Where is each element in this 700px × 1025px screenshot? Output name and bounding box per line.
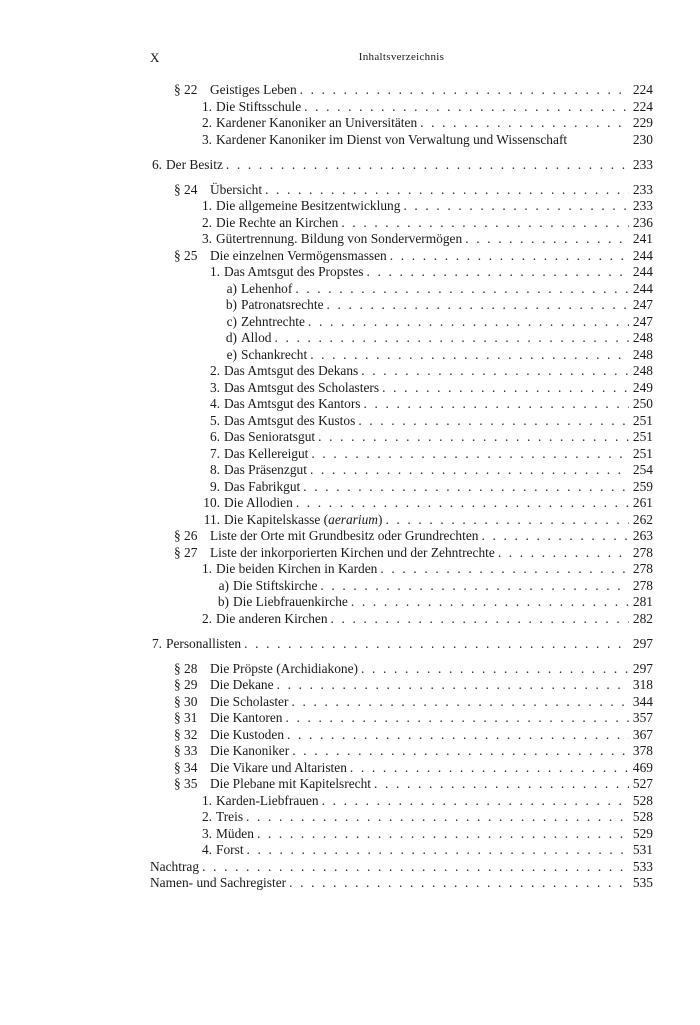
toc-entry-number: § 26 — [174, 528, 198, 543]
toc-entry — [150, 677, 653, 694]
toc-entry-title: Namen- und Sachregister — [150, 875, 287, 890]
toc-entry — [150, 115, 653, 132]
toc-entry-page: 251 — [632, 412, 653, 428]
toc-entry-page: 248 — [632, 346, 653, 362]
toc-entry — [150, 264, 653, 281]
toc-entry-page: 378 — [632, 743, 653, 758]
toc-entry-title: Personallisten — [166, 635, 242, 651]
dot-leader — [364, 264, 630, 281]
toc-entry-number: 1. — [201, 198, 212, 213]
toc-entry — [150, 380, 653, 397]
toc-entry — [150, 182, 653, 199]
toc-entry-title: Die Kanoniker — [210, 743, 290, 758]
toc-entry — [150, 859, 653, 876]
toc-entry-page: 528 — [632, 809, 653, 824]
toc-entry-title: Kardener Kanoniker im Dienst von Verwaltung und Wissenschaft — [216, 131, 568, 147]
toc-entry-number: § 33 — [174, 743, 198, 758]
toc-entry-number: 1. — [201, 561, 212, 576]
toc-entry-page: 224 — [632, 82, 653, 97]
toc-entry-page: 261 — [632, 495, 653, 510]
dot-leader — [400, 198, 629, 215]
toc-entry-page: 344 — [632, 693, 653, 709]
toc-entry-number: a) — [218, 577, 229, 593]
toc-entry-title: Die Dekane — [210, 677, 274, 692]
toc-entry — [150, 281, 653, 298]
dot-leader — [361, 396, 629, 413]
toc-entry-title: Kardener Kanoniker an Universitäten — [216, 115, 418, 130]
toc-entry-title: Die Kustoden — [210, 726, 285, 742]
dot-leader — [286, 875, 629, 892]
toc-entry-page: 233 — [632, 181, 653, 197]
toc-entry — [150, 760, 653, 777]
toc-entry — [150, 215, 653, 232]
dot-leader — [328, 611, 629, 628]
toc-entry — [150, 248, 653, 265]
toc-entry — [150, 314, 653, 331]
toc-entry-number: § 22 — [174, 82, 198, 97]
toc-entry-title: Das Fabrikgut — [224, 478, 301, 494]
dot-leader — [300, 479, 629, 496]
toc-entry-page: 251 — [632, 445, 653, 461]
toc-entry-number: 1. — [209, 264, 220, 279]
toc-entry — [150, 776, 653, 793]
toc-entry-title: Der Besitz — [166, 156, 223, 172]
dot-leader — [315, 429, 629, 446]
toc-entry-page: 229 — [632, 115, 653, 130]
dot-leader — [324, 297, 629, 314]
toc-entry-number: 2. — [201, 115, 212, 130]
dot-leader — [241, 636, 629, 653]
dot-leader — [358, 661, 629, 678]
toc-entry-number: 2. — [201, 610, 212, 626]
toc-entry-number: 2. — [209, 363, 220, 378]
toc-entry-page: 244 — [632, 247, 653, 263]
toc-entry-title: Das Amtsgut des Scholasters — [224, 379, 380, 395]
toc-entry-title: Die Rechte an Kirchen — [216, 214, 339, 230]
toc-entry-page: 529 — [632, 825, 653, 841]
toc-entry-title: Die Scholaster — [210, 693, 289, 709]
dot-leader — [308, 446, 629, 463]
toc-entry — [150, 330, 653, 347]
toc-entry — [150, 826, 653, 843]
toc-entry-title: Lehenhof — [241, 280, 293, 296]
toc-entry-page: 233 — [632, 156, 653, 172]
toc-entry-page: 297 — [632, 635, 653, 651]
toc-entry-page: 533 — [632, 858, 653, 874]
toc-entry — [150, 727, 653, 744]
toc-entry-title: Die beiden Kirchen in Karden — [216, 561, 378, 576]
toc-entry-page: 247 — [632, 297, 653, 312]
toc-entry-number: 6. — [151, 156, 162, 172]
toc-entry — [150, 561, 653, 578]
toc-entry-number: 3. — [201, 231, 212, 246]
toc-entry-number: § 35 — [174, 776, 198, 791]
toc-entry-number: 2. — [201, 809, 212, 824]
toc-entry-title: Müden — [216, 825, 254, 841]
toc-entry — [150, 198, 653, 215]
toc-entry-title: Die Stiftsschule — [216, 98, 302, 114]
toc-entry — [150, 594, 653, 611]
dot-leader — [347, 760, 629, 777]
toc-entry-number: d) — [225, 330, 237, 345]
toc-entry-number: § 27 — [174, 544, 198, 560]
toc-entry-page: 248 — [632, 330, 653, 345]
toc-entry-number: 6. — [209, 429, 220, 444]
toc-entry-number: 1. — [201, 98, 212, 114]
table-of-contents — [150, 82, 653, 892]
dot-leader — [305, 314, 629, 331]
dot-leader — [462, 231, 629, 248]
toc-entry-title: Liste der inkorporierten Kirchen und der Zehntrechte — [210, 544, 495, 560]
toc-entry — [150, 578, 653, 595]
dot-leader — [288, 694, 629, 711]
toc-entry-number: 1. — [201, 792, 212, 808]
dot-leader — [274, 677, 629, 694]
toc-entry-title: Die Stiftskirche — [233, 577, 318, 593]
toc-entry-title: Das Präsenzgut — [224, 462, 307, 477]
toc-entry-number: b) — [225, 297, 237, 312]
dot-leader — [379, 380, 629, 397]
toc-entry-number: 2. — [201, 214, 212, 230]
toc-entry-title: Die Pröpste (Archidiakone) — [210, 660, 358, 676]
toc-entry-title: Zehntrechte — [241, 313, 305, 329]
toc-entry-page: 282 — [632, 610, 653, 626]
toc-entry — [150, 413, 653, 430]
toc-entry-number: 3. — [201, 131, 212, 147]
toc-entry — [150, 528, 653, 545]
dot-leader — [289, 743, 629, 760]
toc-entry-page: 244 — [632, 264, 653, 279]
toc-entry-page: 247 — [632, 313, 653, 329]
toc-entry-number: a) — [226, 280, 237, 296]
dot-leader — [358, 363, 629, 380]
toc-entry — [150, 743, 653, 760]
toc-entry-number: § 25 — [174, 247, 198, 263]
toc-entry-number: 10. — [203, 495, 220, 510]
toc-entry-number: 3. — [209, 379, 220, 395]
dot-leader — [292, 281, 629, 298]
toc-entry — [150, 636, 653, 653]
toc-entry-title: Geistiges Leben — [210, 82, 297, 97]
toc-entry — [150, 132, 653, 149]
toc-entry-number: 3. — [201, 825, 212, 841]
toc-entry-title: Gütertrennung. Bildung von Sondervermögen — [216, 231, 463, 246]
page-header — [150, 50, 653, 68]
toc-entry-page: 367 — [632, 726, 653, 742]
toc-entry-number: 8. — [209, 462, 220, 477]
toc-entry-page: 236 — [632, 214, 653, 230]
toc-entry-page: 318 — [632, 677, 653, 692]
toc-entry-page: 357 — [632, 710, 653, 725]
toc-entry-number: § 29 — [174, 677, 198, 692]
toc-entry-page: 278 — [632, 577, 653, 593]
toc-entry-title: Allod — [241, 330, 272, 345]
toc-entry-title: Patronatsrechte — [241, 297, 324, 312]
toc-entry-page: 527 — [632, 776, 653, 791]
toc-entry-title: Das Senioratsgut — [224, 429, 316, 444]
toc-entry — [150, 297, 653, 314]
dot-leader — [301, 99, 629, 116]
toc-entry-page: 251 — [632, 429, 653, 444]
toc-entry-title: Das Amtsgut des Kustos — [224, 412, 356, 428]
toc-entry-page: 281 — [632, 594, 653, 609]
toc-entry-title: Die einzelnen Vermögensmassen — [210, 247, 387, 263]
toc-entry-number: c) — [226, 313, 237, 329]
toc-entry-number: e) — [226, 346, 237, 362]
dot-leader — [284, 727, 629, 744]
toc-entry-number: 7. — [151, 635, 162, 651]
toc-entry-page: 528 — [632, 792, 653, 808]
toc-entry — [150, 793, 653, 810]
toc-entry — [150, 694, 653, 711]
toc-entry — [150, 462, 653, 479]
toc-entry-page: 241 — [632, 231, 653, 246]
toc-entry — [150, 875, 653, 892]
page-number: X — [150, 50, 160, 65]
toc-entry-title: Die Kantoren — [210, 710, 283, 725]
dot-leader — [243, 809, 629, 826]
toc-entry-number: b) — [217, 594, 229, 609]
dot-leader — [348, 594, 629, 611]
dot-leader — [297, 82, 629, 99]
dot-leader — [307, 462, 629, 479]
dot-leader — [338, 215, 629, 232]
dot-leader — [283, 710, 629, 727]
toc-entry — [150, 396, 653, 413]
toc-entry — [150, 495, 653, 512]
toc-entry-title-italic: aerarium — [328, 511, 378, 527]
toc-entry-title: Liste der Orte mit Grundbesitz oder Grundrechten — [210, 528, 479, 543]
toc-entry-number: § 31 — [174, 710, 198, 725]
toc-entry-title: Das Kellereigut — [224, 445, 309, 461]
dot-leader — [377, 561, 629, 578]
dot-leader — [355, 413, 629, 430]
toc-entry-title: Übersicht — [210, 181, 263, 197]
toc-entry-title: Forst — [216, 842, 244, 857]
dot-leader — [307, 347, 629, 364]
dot-leader — [254, 826, 629, 843]
toc-entry-number: § 24 — [174, 181, 198, 197]
dot-leader — [262, 182, 629, 199]
toc-entry-page: 263 — [632, 528, 653, 543]
toc-entry-title: Schankrecht — [241, 346, 308, 362]
toc-entry-number: § 32 — [174, 726, 198, 742]
toc-entry-number: § 30 — [174, 693, 198, 709]
toc-entry — [150, 82, 653, 99]
dot-leader — [293, 495, 629, 512]
toc-entry-title: Die Vikare und Altaristen — [210, 759, 347, 775]
dot-leader — [371, 776, 629, 793]
dot-leader — [417, 115, 629, 132]
toc-entry-title: Das Amtsgut des Dekans — [224, 363, 359, 378]
toc-entry — [150, 231, 653, 248]
toc-entry-page: 262 — [632, 511, 653, 527]
dot-leader — [244, 842, 629, 859]
toc-entry-title: Die Plebane mit Kapitelsrecht — [210, 776, 372, 791]
toc-entry-page: 297 — [632, 660, 653, 676]
toc-entry-number: § 28 — [174, 660, 198, 676]
toc-entry-page: 278 — [632, 544, 653, 560]
toc-entry-page: 531 — [632, 842, 653, 857]
toc-entry — [150, 157, 653, 174]
toc-entry-page: 250 — [632, 396, 653, 411]
toc-entry-page: 230 — [632, 131, 653, 147]
toc-entry-number: 7. — [209, 445, 220, 461]
dot-leader — [199, 859, 629, 876]
toc-entry-title: Das Amtsgut des Kantors — [224, 396, 361, 411]
toc-entry — [150, 710, 653, 727]
toc-entry-title: Nachtrag — [150, 858, 200, 874]
toc-entry — [150, 429, 653, 446]
dot-leader — [495, 545, 629, 562]
toc-entry-title: Treis — [216, 809, 244, 824]
toc-entry — [150, 611, 653, 628]
toc-entry — [150, 809, 653, 826]
toc-entry-page: 259 — [632, 478, 653, 494]
toc-entry-page: 224 — [632, 98, 653, 114]
toc-entry-title: Die Allodien — [224, 495, 293, 510]
toc-entry-page: 469 — [632, 759, 653, 775]
toc-entry-page: 535 — [632, 875, 653, 890]
toc-entry-title: Karden-Liebfrauen — [216, 792, 319, 808]
dot-leader — [382, 512, 629, 529]
toc-entry-page: 248 — [632, 363, 653, 378]
toc-entry — [150, 842, 653, 859]
dot-leader — [223, 157, 629, 174]
dot-leader — [478, 528, 629, 545]
toc-entry-page: 244 — [632, 280, 653, 296]
toc-entry — [150, 661, 653, 678]
toc-entry-title: Die Liebfrauenkirche — [233, 594, 348, 609]
toc-entry-title: Die allgemeine Besitzentwicklung — [216, 198, 401, 213]
toc-entry-number: 9. — [209, 478, 220, 494]
toc-entry — [150, 347, 653, 364]
dot-leader — [272, 330, 629, 347]
toc-entry — [150, 545, 653, 562]
toc-entry-title: Das Amtsgut des Propstes — [224, 264, 364, 279]
toc-entry-page: 249 — [632, 379, 653, 395]
toc-entry-page: 278 — [632, 561, 653, 576]
toc-entry-number: 5. — [209, 412, 220, 428]
toc-entry-number: § 34 — [174, 759, 198, 775]
dot-leader — [387, 248, 629, 265]
toc-entry — [150, 479, 653, 496]
toc-entry-number: 4. — [201, 842, 212, 857]
toc-entry-number: 11. — [203, 511, 220, 527]
toc-entry — [150, 512, 653, 529]
dot-leader — [319, 793, 629, 810]
running-title: Inhaltsverzeichnis — [358, 51, 445, 63]
toc-entry-title: Die Kapitelskasse (aerarium) — [224, 511, 383, 527]
toc-entry — [150, 99, 653, 116]
toc-entry — [150, 363, 653, 380]
toc-entry-page: 233 — [632, 198, 653, 213]
toc-entry-title: Die anderen Kirchen — [216, 610, 328, 626]
toc-entry-number: 4. — [209, 396, 220, 411]
dot-leader — [317, 578, 629, 595]
toc-entry-page: 254 — [632, 462, 653, 477]
toc-entry — [150, 446, 653, 463]
